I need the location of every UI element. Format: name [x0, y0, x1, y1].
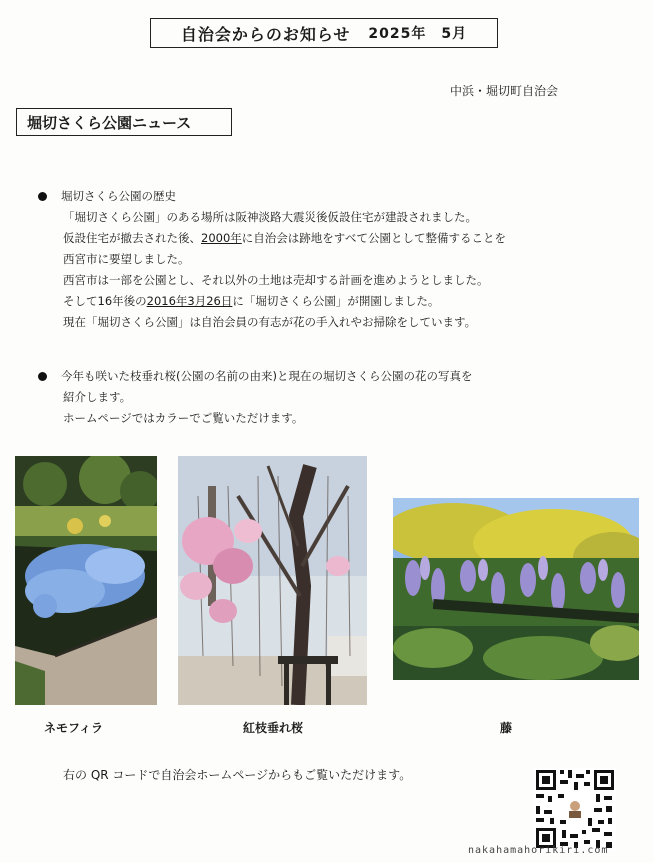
history-line-4: 西宮市は一部を公園とし、それ以外の土地は売却する計画を進めようとしました。	[63, 273, 489, 287]
organization-name: 中浜・堀切町自治会	[450, 84, 559, 98]
bullet-icon	[38, 192, 47, 201]
history-year-2000: 2000年	[201, 231, 242, 245]
homepage-url[interactable]: nakahamahorikiri.com	[468, 845, 609, 856]
qr-code-icon[interactable]	[534, 768, 616, 850]
history-heading: 堀切さくら公園の歴史	[61, 189, 176, 203]
history-line-5-post: に「堀切さくら公園」が開園しました。	[232, 294, 440, 308]
wisteria-photo	[393, 498, 639, 680]
history-block	[38, 186, 506, 333]
weeping-cherry-photo	[178, 456, 367, 705]
nemophila-caption: ネモフィラ	[44, 721, 104, 735]
history-line-3: 西宮市に要望しました。	[63, 252, 190, 266]
bullet-icon	[38, 372, 47, 381]
qr-instruction: 右の QR コードで自治会ホームページからもご覧いただけます。	[63, 768, 412, 782]
history-line-2-pre: 仮設住宅が撤去された後、	[63, 231, 201, 245]
notice-date: 2025年 5月	[368, 26, 468, 42]
history-line-2-post: に自治会は跡地をすべて公園として整備することを	[241, 231, 507, 245]
notice-title-box	[150, 18, 498, 48]
history-line-6: 現在「堀切さくら公園」は自治会員の有志が花の手入れやお掃除をしています。	[63, 315, 477, 329]
photos-intro-line-2: 紹介します。	[63, 390, 132, 404]
history-line-2	[38, 228, 506, 249]
weeping-cherry-caption: 紅枝垂れ桜	[243, 721, 304, 735]
history-line-1: 「堀切さくら公園」のある場所は阪神淡路大震災後仮設住宅が建設されました。	[63, 210, 477, 224]
history-opening-date: 2016年3月26日	[146, 294, 233, 308]
nemophila-photo	[15, 456, 157, 705]
notice-title: 自治会からのお知らせ	[180, 24, 351, 44]
section-title-box	[16, 108, 232, 136]
section-title: 堀切さくら公園ニュース	[27, 113, 192, 132]
photos-intro-line-3: ホームページではカラーでご覧いただけます。	[63, 411, 304, 425]
photos-intro-line-1: 今年も咲いた枝垂れ桜(公園の名前の由来)と現在の堀切さくら公園の花の写真を	[61, 369, 473, 383]
history-line-5-pre: そして16年後の	[63, 294, 147, 308]
wisteria-caption: 藤	[500, 721, 513, 735]
photos-intro-block	[38, 366, 472, 429]
history-line-5	[38, 291, 506, 312]
